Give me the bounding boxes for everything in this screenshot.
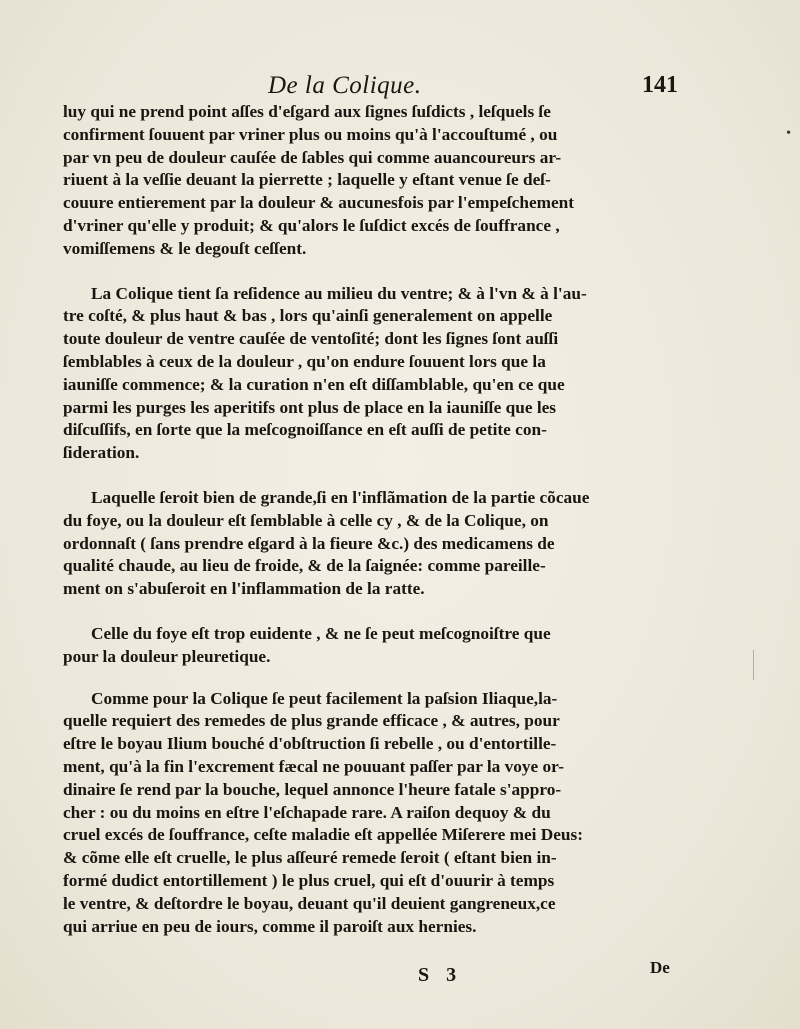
text-line: Celle du foye eſt trop euidente , & ne ſe peut meſcognoiſtre que [91,623,551,643]
paper-crease [753,650,754,680]
text-line: formé dudict entortillement ) le plus cruel, qui eſt d'ouurir à temps [63,870,555,890]
text-line: parmi les purges les aperitifs ont plus de place en la iauniſſe que les [63,397,557,417]
text-line: quelle requiert des remedes de plus grande efficace , & autres, pour [63,711,560,731]
text-line: ordonnaſt ( ſans prendre eſgard à la fieure &c.) des medicamens de [63,533,555,553]
text-line: luy qui ne prend point aſſes d'eſgard aux ſignes ſuſdicts , leſquels ſe [63,102,551,121]
paragraph-2 [63,283,675,465]
margin-mark: • [786,126,791,141]
text-line: vomiſſemens & le degouſt ceſſent. [63,238,307,258]
catchword: De [650,958,670,977]
paragraph-gap [63,465,675,487]
paragraph-gap [63,669,675,688]
text-line: couure entierement par la douleur & aucunesfois par l'empeſchement [63,193,575,213]
text-line: ſideration. [63,443,140,463]
text-line: par vn peu de douleur cauſée de ſables qui comme auancoureurs ar- [63,147,562,167]
text-line: cruel excés de ſouffrance, ceſte maladie eſt appellée Miſerere mei Deus: [63,825,584,845]
text-line: ment on s'abuſeroit en l'inflammation de la ratte. [63,579,425,599]
text-line: ment, qu'à la fin l'excrement fæcal ne pouuant paſſer par la voye or- [63,756,564,776]
paragraph-gap [63,601,675,623]
text-line: Comme pour la Colique ſe peut facilement la paſsion Iliaque,la- [91,688,558,708]
paragraph-1 [63,101,675,261]
paragraph-5 [63,688,675,939]
text-line: diſcuſſifs, en ſorte que la meſcognoiſſance en eſt auſſi de petite con- [63,420,547,440]
paragraph-4 [63,623,675,669]
text-line: Laquelle ſeroit bien de grande,ſi en l'inflãmation de la partie cõcaue [91,487,590,507]
paragraph-gap [63,261,675,283]
text-line: le ventre, & deſtordre le boyau, deuant qu'il deuient gangreneux,ce [63,893,556,913]
text-line: d'vriner qu'elle y produit; & qu'alors le ſuſdict excés de ſouffrance , [63,215,560,235]
text-line: du foye, ou la douleur eſt ſemblable à celle cy , & de la Colique, on [63,510,549,530]
paragraph-3 [63,487,675,601]
text-line: cher : ou du moins en eſtre l'eſchapade rare. A raiſon dequoy & du [63,802,551,822]
page-number: 141 [642,72,678,98]
signature-mark: S 3 [418,964,463,986]
page-footer [0,958,800,998]
text-line: confirment ſouuent par vriner plus ou moins qu'à l'accouſtumé , ou [63,124,558,144]
text-line: pour la douleur pleuretique. [63,646,271,666]
text-line: toute douleur de ventre cauſée de ventoſité; dont les ſignes ſont auſſi [63,329,559,349]
text-line: La Colique tient ſa reſidence au milieu du ventre; & à l'vn & à l'au- [91,283,587,303]
running-title: De la Colique. [268,72,422,99]
text-line: tre coſté, & plus haut & bas , lors qu'ainſi generalement on appelle [63,306,553,326]
text-line: & cõme elle eſt cruelle, le plus aſſeuré remede ſeroit ( eſtant bien in- [63,848,557,868]
text-line: qualité chaude, au lieu de froide, & de la ſaignée: comme pareille- [63,556,546,576]
text-line: iauniſſe commence; & la curation n'en eſt diſſamblable, qu'en ce que [63,374,565,394]
text-line: dinaire ſe rend par la bouche, lequel annonce l'heure fatale s'appro- [63,779,562,799]
text-line: ſemblables à ceux de la douleur , qu'on endure ſouuent lors que la [63,351,546,371]
body-text [63,101,675,938]
text-line: riuent à la veſſie deuant la pierrette ; laquelle y eſtant venue ſe deſ- [63,170,551,190]
text-line: qui arriue en peu de iours, comme il paroiſt aux hernies. [63,916,477,936]
text-line: eſtre le boyau Ilium bouché d'obſtruction ſi rebelle , ou d'entortille- [63,734,557,754]
